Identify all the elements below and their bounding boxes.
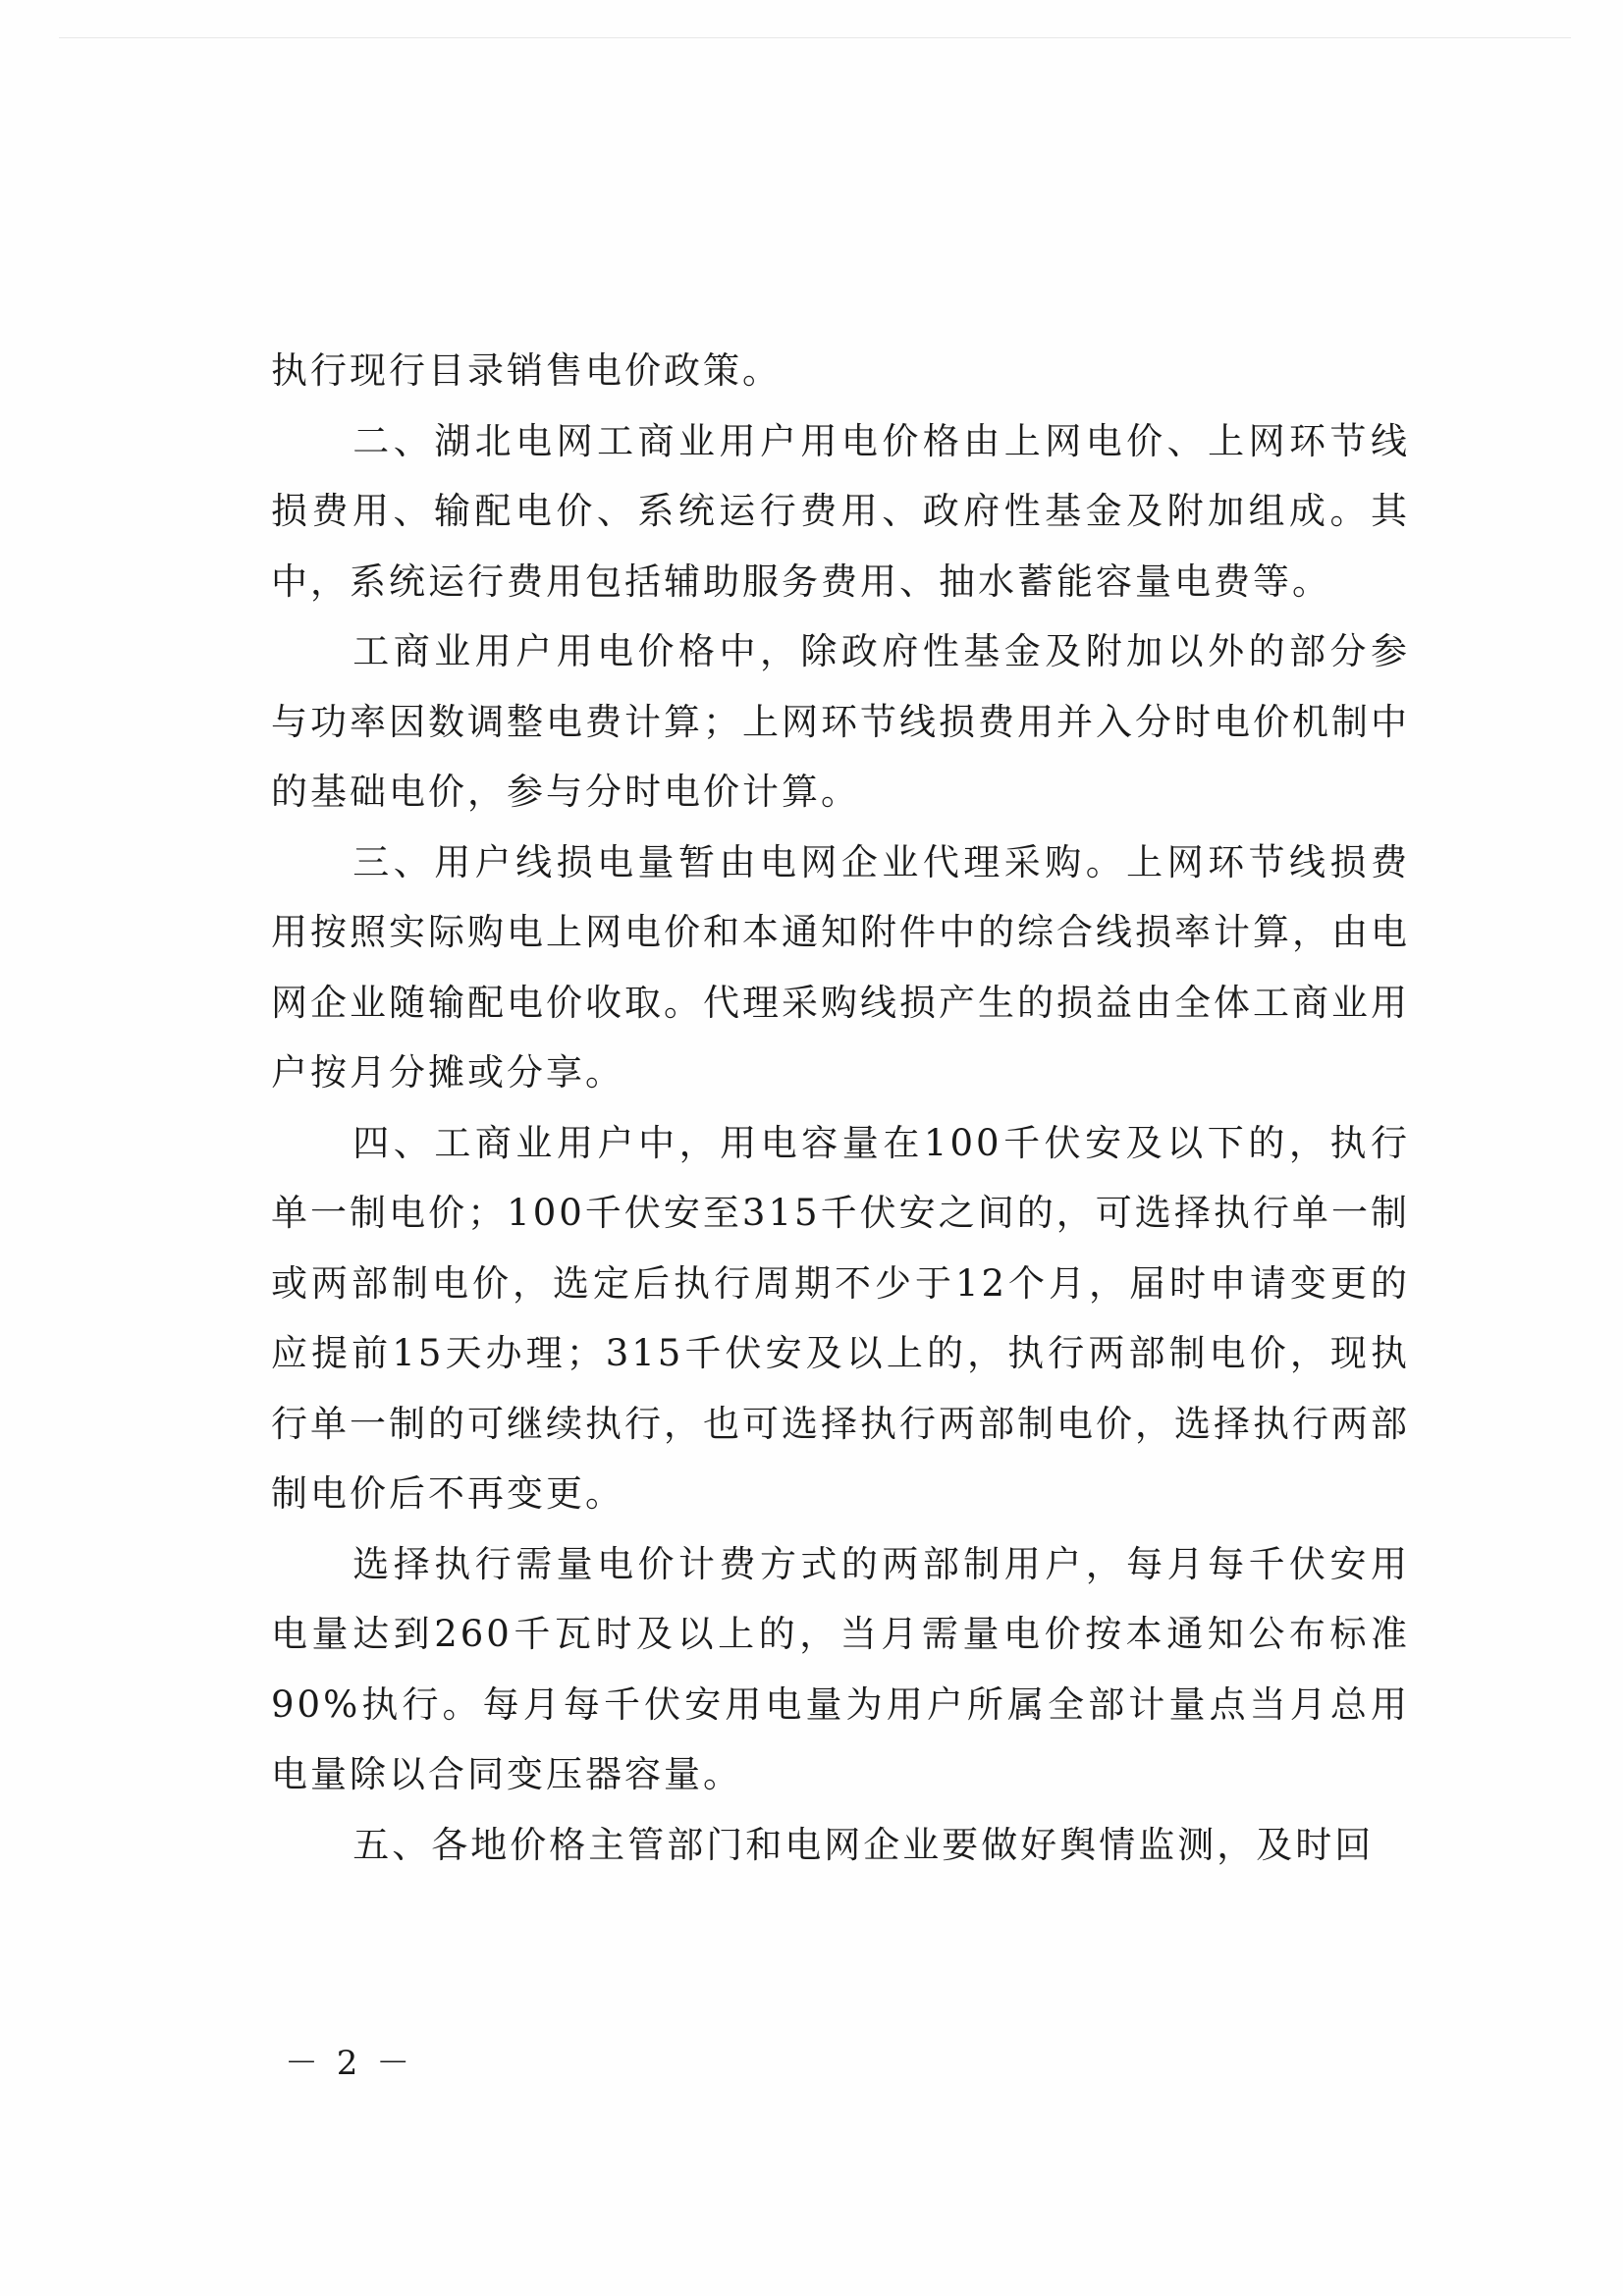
paragraph-section-2-detail: 工商业用户用电价格中，除政府性基金及附加以外的部分参与功率因数调整电费计算；上网环节线损费用并入分时电价机制中的基础电价，参与分时电价计算。 — [271, 630, 1410, 813]
paragraph-section-4-detail: 选择执行需量电价计费方式的两部制用户，每月每千伏安用电量达到260千瓦时及以上的，当月需量电价按本通知公布标准90%执行。每月每千伏安用电量为用户所属全部计量点当月总用电量除以合同变压器容量。 — [271, 1542, 1410, 1795]
paragraph-section-4: 四、工商业用户中，用电容量在100千伏安及以下的，执行单一制电价；100千伏安至315千伏安之间的，可选择执行单一制或两部制电价，选定后执行周期不少于12个月，届时申请变更的应提前15天办理；315千伏安及以上的，执行两部制电价，现执行单一制的可继续执行，也可选择执行两部制电价，选择执行两部制电价后不再变更。 — [271, 1121, 1410, 1515]
paragraph-section-2: 二、湖北电网工商业用户用电价格由上网电价、上网环节线损费用、输配电价、系统运行费用、政府性基金及附加组成。其中，系统运行费用包括辅助服务费用、抽水蓄能容量电费等。 — [271, 419, 1410, 603]
paragraph-section-5: 五、各地价格主管部门和电网企业要做好舆情监测，及时回 — [352, 1823, 1375, 1866]
scan-artifact-line — [59, 37, 1571, 38]
paragraph-continuation: 执行现行目录销售电价政策。 — [271, 349, 782, 392]
page-number: － 2 － — [285, 2044, 414, 2083]
document-body — [271, 336, 1410, 1880]
paragraph-section-3: 三、用户线损电量暂由电网企业代理采购。上网环节线损费用按照实际购电上网电价和本通知附件中的综合线损率计算，由电网企业随输配电价收取。代理采购线损产生的损益由全体工商业用户按月分摊或分享。 — [271, 840, 1410, 1094]
